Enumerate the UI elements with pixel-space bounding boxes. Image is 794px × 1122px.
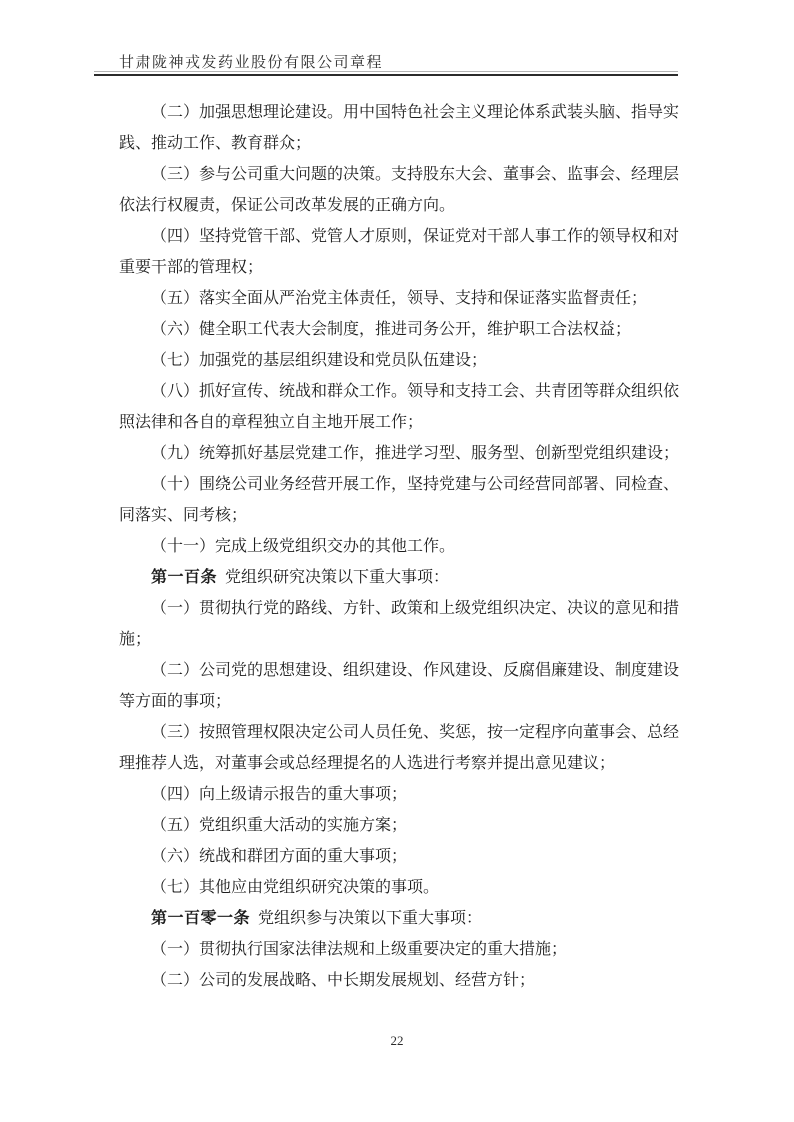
paragraph-text: （五）党组织重大活动的实施方案； [151, 817, 408, 834]
paragraph [119, 376, 679, 438]
document-body [119, 97, 679, 996]
paragraph-text: （四）向上级请示报告的重大事项； [151, 786, 408, 803]
paragraph [119, 810, 679, 841]
paragraph-text: （十一）完成上级党组织交办的其他工作。 [151, 538, 456, 555]
paragraph-text: （七）其他应由党组织研究决策的事项。 [151, 879, 440, 896]
paragraph-text: （七）加强党的基层组织建设和党员队伍建设； [151, 352, 488, 369]
paragraph [119, 593, 679, 655]
paragraph [119, 717, 679, 779]
paragraph-text: （六）统战和群团方面的重大事项； [151, 848, 408, 865]
paragraph-text: 党组织研究决策以下重大事项： [225, 569, 450, 586]
paragraph [119, 314, 679, 345]
paragraph [119, 934, 679, 965]
article-paragraph [119, 562, 679, 593]
paragraph-text: （二）公司的发展战略、中长期发展规划、经营方针； [151, 972, 536, 989]
paragraph-text: （二）公司党的思想建设、组织建设、作风建设、反腐倡廉建设、制度建设等方面的事项； [119, 662, 680, 710]
paragraph [119, 531, 679, 562]
paragraph-text: （六）健全职工代表大会制度，推进司务公开，维护职工合法权益； [151, 321, 632, 338]
paragraph [119, 221, 679, 283]
paragraph [119, 159, 679, 221]
paragraph-text: （一）贯彻执行国家法律法规和上级重要决定的重大措施； [151, 941, 568, 958]
paragraph-text: （四）坚持党管干部、党管人才原则，保证党对干部人事工作的领导权和对重要干部的管理权； [119, 228, 680, 276]
document-header-title: 甘肃陇神戎发药业股份有限公司章程 [119, 55, 384, 71]
paragraph-text: （十）围绕公司业务经营开展工作，坚持党建与公司经营同部署、同检查、同落实、同考核； [119, 476, 680, 524]
article-number: 第一百零一条 [151, 910, 251, 927]
paragraph [119, 283, 679, 314]
paragraph [119, 779, 679, 810]
paragraph-text: 党组织参与决策以下重大事项： [258, 910, 483, 927]
article-paragraph [119, 903, 679, 934]
paragraph [119, 469, 679, 531]
paragraph-text: （一）贯彻执行党的路线、方针、政策和上级党组织决定、决议的意见和措施； [119, 600, 680, 648]
paragraph-text: （三）按照管理权限决定公司人员任免、奖惩，按一定程序向董事会、总经理推荐人选，对董事会或总经理提名的人选进行考察并提出意见建议； [119, 724, 680, 772]
paragraph [119, 345, 679, 376]
page-number: 22 [390, 1033, 404, 1048]
article-number: 第一百条 [151, 569, 218, 586]
paragraph-text: （五）落实全面从严治党主体责任，领导、支持和保证落实监督责任； [151, 290, 648, 307]
header-divider [94, 71, 678, 76]
page-footer [0, 1033, 794, 1049]
paragraph [119, 872, 679, 903]
paragraph-text: （二）加强思想理论建设。用中国特色社会主义理论体系武装头脑、指导实践、推动工作、教育群众； [119, 104, 680, 152]
paragraph [119, 438, 679, 469]
paragraph-text: （九）统筹抓好基层党建工作，推进学习型、服务型、创新型党组织建设； [151, 445, 680, 462]
paragraph [119, 655, 679, 717]
paragraph [119, 965, 679, 996]
paragraph-text: （三）参与公司重大问题的决策。支持股东大会、董事会、监事会、经理层依法行权履责，保证公司改革发展的正确方向。 [119, 166, 680, 214]
paragraph [119, 841, 679, 872]
paragraph-text: （八）抓好宣传、统战和群众工作。领导和支持工会、共青团等群众组织依照法律和各自的章程独立自主地开展工作； [119, 383, 680, 431]
paragraph [119, 97, 679, 159]
